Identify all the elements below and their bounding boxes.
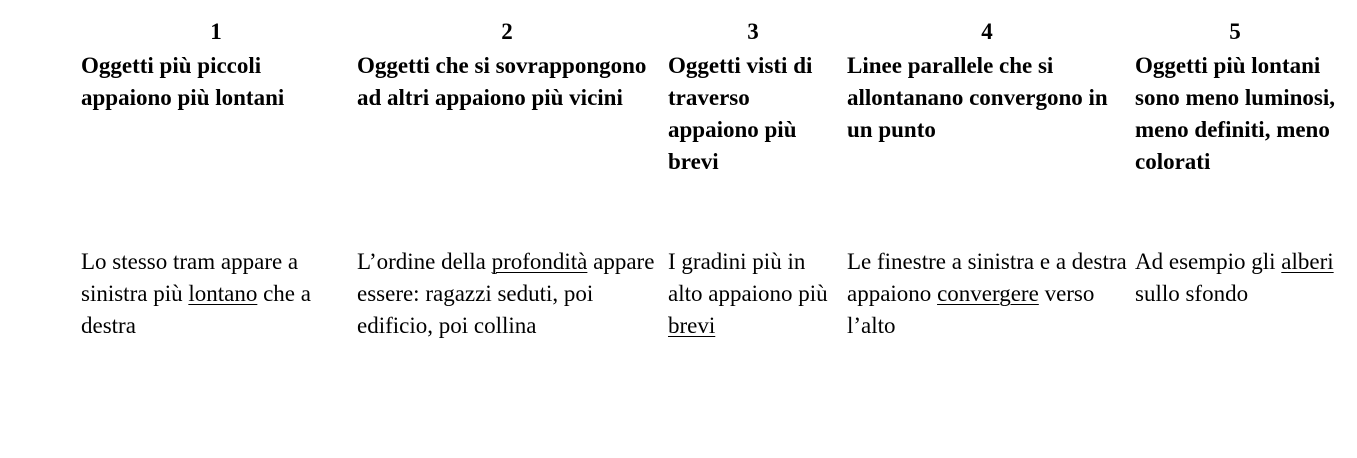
column-number: 5 xyxy=(1229,19,1241,44)
description-text: sullo sfondo xyxy=(1135,281,1249,306)
description-text: L’ordine della xyxy=(357,249,492,274)
underlined-term: convergere xyxy=(937,281,1039,306)
column-heading: Oggetti visti di traverso appaiono più brevi xyxy=(668,53,813,174)
column-heading: Oggetti più lontani sono meno luminosi, meno definiti, meno colorati xyxy=(1135,53,1336,174)
column-2 xyxy=(357,18,657,342)
column-1 xyxy=(81,18,351,342)
column-description xyxy=(847,246,1127,342)
underlined-term: alberi xyxy=(1281,249,1334,274)
column-description xyxy=(668,246,838,342)
description-text: appare essere: ragazzi seduti, poi edificio, poi collina xyxy=(357,249,655,338)
underlined-term: lontano xyxy=(188,281,258,306)
column-5 xyxy=(1135,18,1335,310)
column-3 xyxy=(668,18,838,342)
column-description xyxy=(357,246,657,342)
column-number: 3 xyxy=(747,19,759,44)
column-heading: Oggetti più piccoli appaiono più lontani xyxy=(81,53,285,110)
column-number: 4 xyxy=(981,19,993,44)
underlined-term: brevi xyxy=(668,313,716,338)
column-4 xyxy=(847,18,1127,342)
description-text: verso l’alto xyxy=(847,281,1095,338)
column-number: 1 xyxy=(210,19,222,44)
description-text: Lo stesso tram appare a sinistra più xyxy=(81,249,299,306)
description-text: Ad esempio gli xyxy=(1135,249,1282,274)
column-heading: Linee parallele che si allontanano convergono in un punto xyxy=(847,53,1108,142)
column-number: 2 xyxy=(501,19,513,44)
description-text: Le finestre a sinistra e a destra appaiono xyxy=(847,249,1127,306)
column-heading: Oggetti che si sovrappongono ad altri appaiono più vicini xyxy=(357,53,647,110)
description-text: I gradini più in alto appaiono più xyxy=(668,249,828,306)
column-description xyxy=(81,246,351,342)
description-text: che a destra xyxy=(81,281,311,338)
column-description xyxy=(1135,246,1335,310)
underlined-term: profondità xyxy=(491,249,588,274)
